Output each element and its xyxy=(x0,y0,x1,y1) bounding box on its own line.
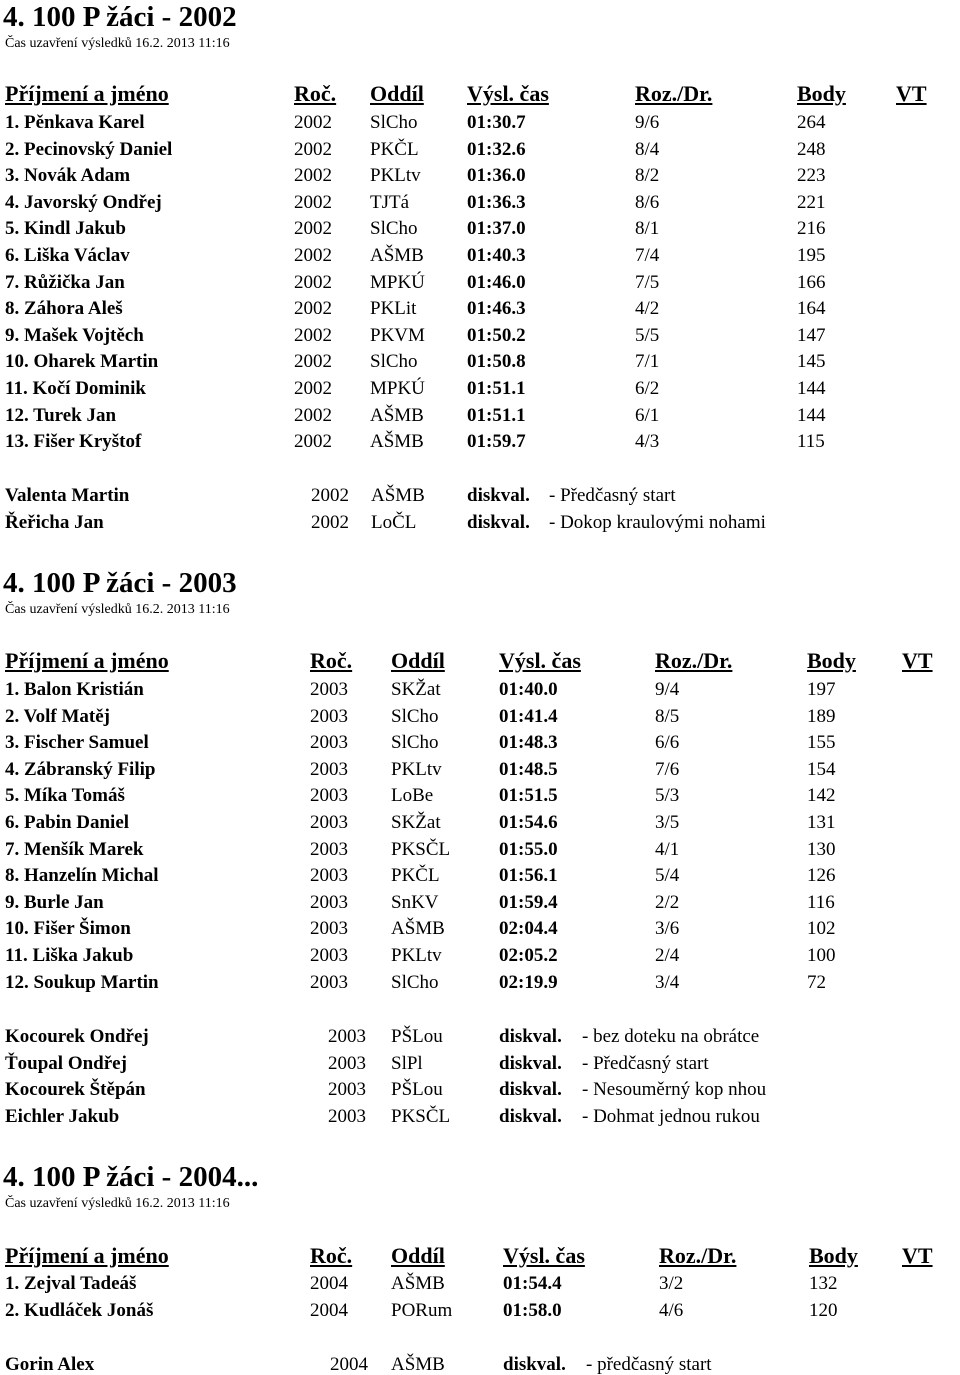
result-cell-points: 166 xyxy=(797,271,826,293)
result-cell-points: 126 xyxy=(807,865,836,887)
column-header-year: Roč. xyxy=(294,81,337,106)
result-cell-name: 1. Balon Kristián xyxy=(5,679,144,700)
dsq-club: PŠLou xyxy=(391,1079,443,1101)
column-header-time: Výsl. čas xyxy=(503,1243,585,1268)
result-cell-time: 01:51.5 xyxy=(499,785,558,807)
dsq-reason: - Dokop kraulovými nohami xyxy=(549,511,766,533)
dsq-name: Valenta Martin xyxy=(5,485,130,506)
result-cell-name: 5. Kindl Jakub xyxy=(5,218,126,240)
result-cell-time: 01:36.0 xyxy=(467,165,526,187)
result-cell-heat-lane: 8/4 xyxy=(635,138,660,160)
result-cell-time: 01:46.3 xyxy=(467,298,526,320)
result-cell-time: 01:48.5 xyxy=(499,758,558,780)
result-cell-heat-lane: 4/6 xyxy=(659,1299,684,1321)
result-cell-heat-lane: 3/5 xyxy=(655,812,680,833)
result-cell-club: SlCho xyxy=(391,705,439,727)
dsq-reason: - předčasný start xyxy=(586,1354,712,1375)
result-cell-time: 01:40.0 xyxy=(499,679,558,700)
result-cell-name: 8. Záhora Aleš xyxy=(5,298,123,320)
result-cell-points: 115 xyxy=(797,431,825,453)
dsq-year: 2003 xyxy=(328,1026,366,1047)
result-cell-year: 2003 xyxy=(310,838,348,860)
column-header-club: Oddíl xyxy=(370,81,424,106)
result-cell-points: 248 xyxy=(797,138,826,160)
column-header-heat-lane: Roz./Dr. xyxy=(659,1243,737,1268)
dsq-status: diskval. xyxy=(499,1105,562,1127)
result-cell-points: 144 xyxy=(797,378,826,399)
result-cell-name: 5. Míka Tomáš xyxy=(5,785,125,807)
result-cell-heat-lane: 9/6 xyxy=(635,112,660,133)
result-cell-year: 2002 xyxy=(294,351,332,373)
result-cell-heat-lane: 7/5 xyxy=(635,271,660,293)
result-cell-year: 2002 xyxy=(294,378,332,399)
result-cell-club: AŠMB xyxy=(370,245,424,266)
result-cell-heat-lane: 7/4 xyxy=(635,245,660,266)
dsq-year: 2003 xyxy=(328,1079,366,1101)
result-cell-points: 116 xyxy=(807,891,835,913)
dsq-status: diskval. xyxy=(503,1354,566,1375)
result-cell-year: 2002 xyxy=(294,165,332,187)
result-cell-heat-lane: 3/4 xyxy=(655,971,680,993)
result-cell-club: SlCho xyxy=(370,112,418,133)
results-closed-time: Čas uzavření výsledků 16.2. 2013 11:16 xyxy=(5,36,230,51)
section-title: 4. 100 P žáci - 2004... xyxy=(3,1161,259,1193)
result-cell-name: 11. Liška Jakub xyxy=(5,945,134,966)
column-header-name: Příjmení a jméno xyxy=(5,1243,169,1268)
result-cell-time: 01:54.4 xyxy=(503,1273,562,1294)
result-cell-heat-lane: 8/6 xyxy=(635,191,660,213)
dsq-year: 2003 xyxy=(328,1105,366,1127)
dsq-status: diskval. xyxy=(499,1079,562,1101)
result-cell-year: 2003 xyxy=(310,732,348,754)
result-cell-name: 3. Fischer Samuel xyxy=(5,732,149,754)
column-header-year: Roč. xyxy=(310,1243,353,1268)
dsq-name: Kocourek Ondřej xyxy=(5,1026,149,1047)
result-cell-time: 01:30.7 xyxy=(467,112,526,133)
column-header-heat-lane: Roz./Dr. xyxy=(655,648,733,673)
result-cell-name: 3. Novák Adam xyxy=(5,165,131,187)
result-cell-time: 01:37.0 xyxy=(467,218,526,240)
dsq-name: Ťoupal Ondřej xyxy=(5,1052,127,1074)
result-cell-heat-lane: 4/2 xyxy=(635,298,660,320)
result-cell-time: 01:36.3 xyxy=(467,191,526,213)
dsq-reason: - Předčasný start xyxy=(582,1052,709,1074)
result-cell-year: 2004 xyxy=(310,1273,348,1294)
result-cell-year: 2003 xyxy=(310,865,348,887)
result-cell-heat-lane: 8/2 xyxy=(635,165,660,187)
result-cell-heat-lane: 9/4 xyxy=(655,679,680,700)
column-header-points: Body xyxy=(809,1243,858,1268)
result-cell-time: 01:58.0 xyxy=(503,1299,562,1321)
result-cell-points: 102 xyxy=(807,918,836,940)
result-cell-heat-lane: 3/6 xyxy=(655,918,680,940)
result-cell-heat-lane: 4/3 xyxy=(635,431,660,453)
section-title: 4. 100 P žáci - 2002 xyxy=(3,1,237,33)
result-cell-name: 9. Burle Jan xyxy=(5,891,104,913)
column-header-name: Příjmení a jméno xyxy=(5,81,169,106)
result-cell-year: 2003 xyxy=(310,758,348,780)
result-cell-name: 4. Zábranský Filip xyxy=(5,758,156,780)
result-cell-name: 7. Menšík Marek xyxy=(5,838,144,860)
column-header-vt: VT xyxy=(896,81,927,106)
result-cell-year: 2002 xyxy=(294,138,332,160)
result-cell-heat-lane: 8/1 xyxy=(635,218,660,240)
result-cell-club: SlCho xyxy=(370,351,418,373)
column-header-heat-lane: Roz./Dr. xyxy=(635,81,713,106)
result-cell-time: 02:04.4 xyxy=(499,918,558,940)
result-cell-points: 147 xyxy=(797,324,826,346)
result-cell-year: 2002 xyxy=(294,431,332,453)
result-cell-name: 11. Kočí Dominik xyxy=(5,378,146,399)
result-cell-club: PKLit xyxy=(370,298,417,320)
result-cell-year: 2004 xyxy=(310,1299,348,1321)
result-cell-club: PKLtv xyxy=(391,945,442,966)
result-cell-name: 1. Zejval Tadeáš xyxy=(5,1273,137,1294)
result-cell-heat-lane: 6/6 xyxy=(655,732,680,754)
dsq-status: diskval. xyxy=(499,1052,562,1074)
column-header-vt: VT xyxy=(902,1243,933,1268)
result-cell-time: 01:50.8 xyxy=(467,351,526,373)
results-closed-time: Čas uzavření výsledků 16.2. 2013 11:16 xyxy=(5,1196,230,1211)
result-cell-time: 01:51.1 xyxy=(467,404,526,426)
dsq-name: Gorin Alex xyxy=(5,1354,95,1375)
dsq-club: AŠMB xyxy=(371,485,425,506)
dsq-reason: - bez doteku na obrátce xyxy=(582,1026,760,1047)
result-cell-name: 6. Liška Václav xyxy=(5,245,130,266)
dsq-status: diskval. xyxy=(467,511,530,533)
result-cell-points: 189 xyxy=(807,705,836,727)
result-cell-time: 01:51.1 xyxy=(467,378,526,399)
result-cell-club: AŠMB xyxy=(391,1273,445,1294)
result-cell-points: 144 xyxy=(797,404,826,426)
result-cell-club: MPKÚ xyxy=(370,271,425,293)
result-cell-points: 100 xyxy=(807,945,836,966)
result-cell-year: 2002 xyxy=(294,218,332,240)
result-cell-club: PKVM xyxy=(370,324,425,346)
results-closed-time: Čas uzavření výsledků 16.2. 2013 11:16 xyxy=(5,602,230,617)
result-cell-points: 216 xyxy=(797,218,826,240)
result-cell-points: 72 xyxy=(807,971,826,993)
result-cell-time: 01:46.0 xyxy=(467,271,526,293)
result-cell-heat-lane: 5/4 xyxy=(655,865,680,887)
result-cell-club: PKČL xyxy=(370,138,419,160)
result-cell-name: 1. Pěnkava Karel xyxy=(5,112,145,133)
result-cell-club: MPKÚ xyxy=(370,378,425,399)
result-cell-club: SlCho xyxy=(391,732,439,754)
result-cell-time: 01:50.2 xyxy=(467,324,526,346)
result-cell-year: 2003 xyxy=(310,679,348,700)
result-cell-time: 02:19.9 xyxy=(499,971,558,993)
result-cell-time: 01:56.1 xyxy=(499,865,558,887)
result-cell-year: 2002 xyxy=(294,298,332,320)
result-cell-name: 4. Javorský Ondřej xyxy=(5,191,162,213)
result-cell-points: 164 xyxy=(797,298,826,320)
result-cell-club: PKLtv xyxy=(391,758,442,780)
result-cell-name: 8. Hanzelín Michal xyxy=(5,865,159,887)
result-cell-points: 221 xyxy=(797,191,826,213)
result-cell-year: 2003 xyxy=(310,971,348,993)
column-header-year: Roč. xyxy=(310,648,353,673)
result-cell-club: PORum xyxy=(391,1299,453,1321)
result-cell-heat-lane: 7/6 xyxy=(655,758,680,780)
result-cell-club: SKŽat xyxy=(391,812,441,833)
result-cell-heat-lane: 3/2 xyxy=(659,1273,684,1294)
result-cell-name: 2. Volf Matěj xyxy=(5,705,111,727)
dsq-club: SlPl xyxy=(391,1052,423,1074)
result-cell-heat-lane: 5/3 xyxy=(655,785,680,807)
result-cell-name: 2. Kudláček Jonáš xyxy=(5,1299,154,1321)
result-cell-points: 131 xyxy=(807,812,836,833)
result-cell-club: AŠMB xyxy=(370,431,424,453)
dsq-name: Řeřicha Jan xyxy=(5,511,104,533)
result-cell-name: 9. Mašek Vojtěch xyxy=(5,324,144,346)
result-cell-year: 2003 xyxy=(310,705,348,727)
result-cell-club: PKČL xyxy=(391,865,440,887)
dsq-year: 2004 xyxy=(330,1354,368,1375)
result-cell-heat-lane: 8/5 xyxy=(655,705,680,727)
result-cell-year: 2002 xyxy=(294,324,332,346)
result-cell-club: PKLtv xyxy=(370,165,421,187)
result-cell-heat-lane: 2/2 xyxy=(655,891,680,913)
dsq-year: 2002 xyxy=(311,511,349,533)
result-cell-time: 01:55.0 xyxy=(499,838,558,860)
result-cell-points: 197 xyxy=(807,679,836,700)
dsq-year: 2002 xyxy=(311,485,349,506)
dsq-name: Eichler Jakub xyxy=(5,1105,120,1127)
result-cell-points: 195 xyxy=(797,245,826,266)
result-cell-points: 120 xyxy=(809,1299,838,1321)
result-cell-points: 223 xyxy=(797,165,826,187)
dsq-name: Kocourek Štěpán xyxy=(5,1079,146,1101)
result-cell-name: 10. Fišer Šimon xyxy=(5,918,131,940)
dsq-status: diskval. xyxy=(467,485,530,506)
result-cell-year: 2002 xyxy=(294,191,332,213)
dsq-reason: - Nesouměrný kop nhou xyxy=(582,1079,767,1101)
dsq-club: LoČL xyxy=(371,511,417,533)
result-cell-heat-lane: 5/5 xyxy=(635,324,660,346)
column-header-club: Oddíl xyxy=(391,648,445,673)
result-cell-club: AŠMB xyxy=(370,404,424,426)
column-header-time: Výsl. čas xyxy=(467,81,549,106)
result-cell-year: 2002 xyxy=(294,245,332,266)
dsq-club: AŠMB xyxy=(391,1354,445,1375)
column-header-vt: VT xyxy=(902,648,933,673)
dsq-status: diskval. xyxy=(499,1026,562,1047)
dsq-reason: - Předčasný start xyxy=(549,485,676,506)
section-title: 4. 100 P žáci - 2003 xyxy=(3,567,237,599)
result-cell-points: 154 xyxy=(807,758,836,780)
result-cell-year: 2002 xyxy=(294,271,332,293)
result-cell-year: 2002 xyxy=(294,112,332,133)
result-cell-club: TJTá xyxy=(370,191,410,213)
dsq-reason: - Dohmat jednou rukou xyxy=(582,1105,760,1127)
column-header-points: Body xyxy=(797,81,846,106)
dsq-year: 2003 xyxy=(328,1052,366,1074)
result-cell-name: 12. Soukup Martin xyxy=(5,971,159,993)
result-cell-club: PKSČL xyxy=(391,838,451,860)
column-header-points: Body xyxy=(807,648,856,673)
result-cell-time: 01:40.3 xyxy=(467,245,526,266)
column-header-name: Příjmení a jméno xyxy=(5,648,169,673)
result-cell-club: SKŽat xyxy=(391,679,441,700)
result-cell-points: 130 xyxy=(807,838,836,860)
result-cell-heat-lane: 7/1 xyxy=(635,351,660,373)
result-cell-heat-lane: 2/4 xyxy=(655,945,680,966)
result-cell-year: 2003 xyxy=(310,918,348,940)
dsq-club: PŠLou xyxy=(391,1026,443,1047)
result-cell-time: 01:59.4 xyxy=(499,891,558,913)
result-cell-year: 2003 xyxy=(310,945,348,966)
result-cell-name: 10. Oharek Martin xyxy=(5,351,159,373)
result-cell-club: LoBe xyxy=(391,785,434,807)
dsq-club: PKSČL xyxy=(391,1105,451,1127)
result-cell-name: 6. Pabin Daniel xyxy=(5,812,130,833)
result-cell-time: 01:48.3 xyxy=(499,732,558,754)
result-cell-time: 01:41.4 xyxy=(499,705,558,727)
result-cell-points: 142 xyxy=(807,785,836,807)
result-cell-time: 02:05.2 xyxy=(499,945,558,966)
result-cell-club: SlCho xyxy=(370,218,418,240)
result-cell-name: 13. Fišer Kryštof xyxy=(5,431,142,453)
result-cell-time: 01:59.7 xyxy=(467,431,526,453)
result-cell-points: 132 xyxy=(809,1273,838,1294)
result-cell-points: 155 xyxy=(807,732,836,754)
result-cell-heat-lane: 4/1 xyxy=(655,838,680,860)
result-cell-points: 264 xyxy=(797,112,826,133)
column-header-time: Výsl. čas xyxy=(499,648,581,673)
result-cell-name: 2. Pecinovský Daniel xyxy=(5,138,173,160)
result-cell-club: AŠMB xyxy=(391,918,445,940)
result-cell-club: SnKV xyxy=(391,891,439,913)
result-cell-year: 2003 xyxy=(310,891,348,913)
result-cell-club: SlCho xyxy=(391,971,439,993)
column-header-club: Oddíl xyxy=(391,1243,445,1268)
result-cell-name: 7. Růžička Jan xyxy=(5,271,125,293)
result-cell-year: 2002 xyxy=(294,404,332,426)
result-cell-time: 01:32.6 xyxy=(467,138,526,160)
result-cell-points: 145 xyxy=(797,351,826,373)
result-cell-heat-lane: 6/1 xyxy=(635,404,660,426)
result-cell-name: 12. Turek Jan xyxy=(5,404,117,426)
result-cell-time: 01:54.6 xyxy=(499,812,558,833)
result-cell-year: 2003 xyxy=(310,785,348,807)
result-cell-year: 2003 xyxy=(310,812,348,833)
result-cell-heat-lane: 6/2 xyxy=(635,378,660,399)
